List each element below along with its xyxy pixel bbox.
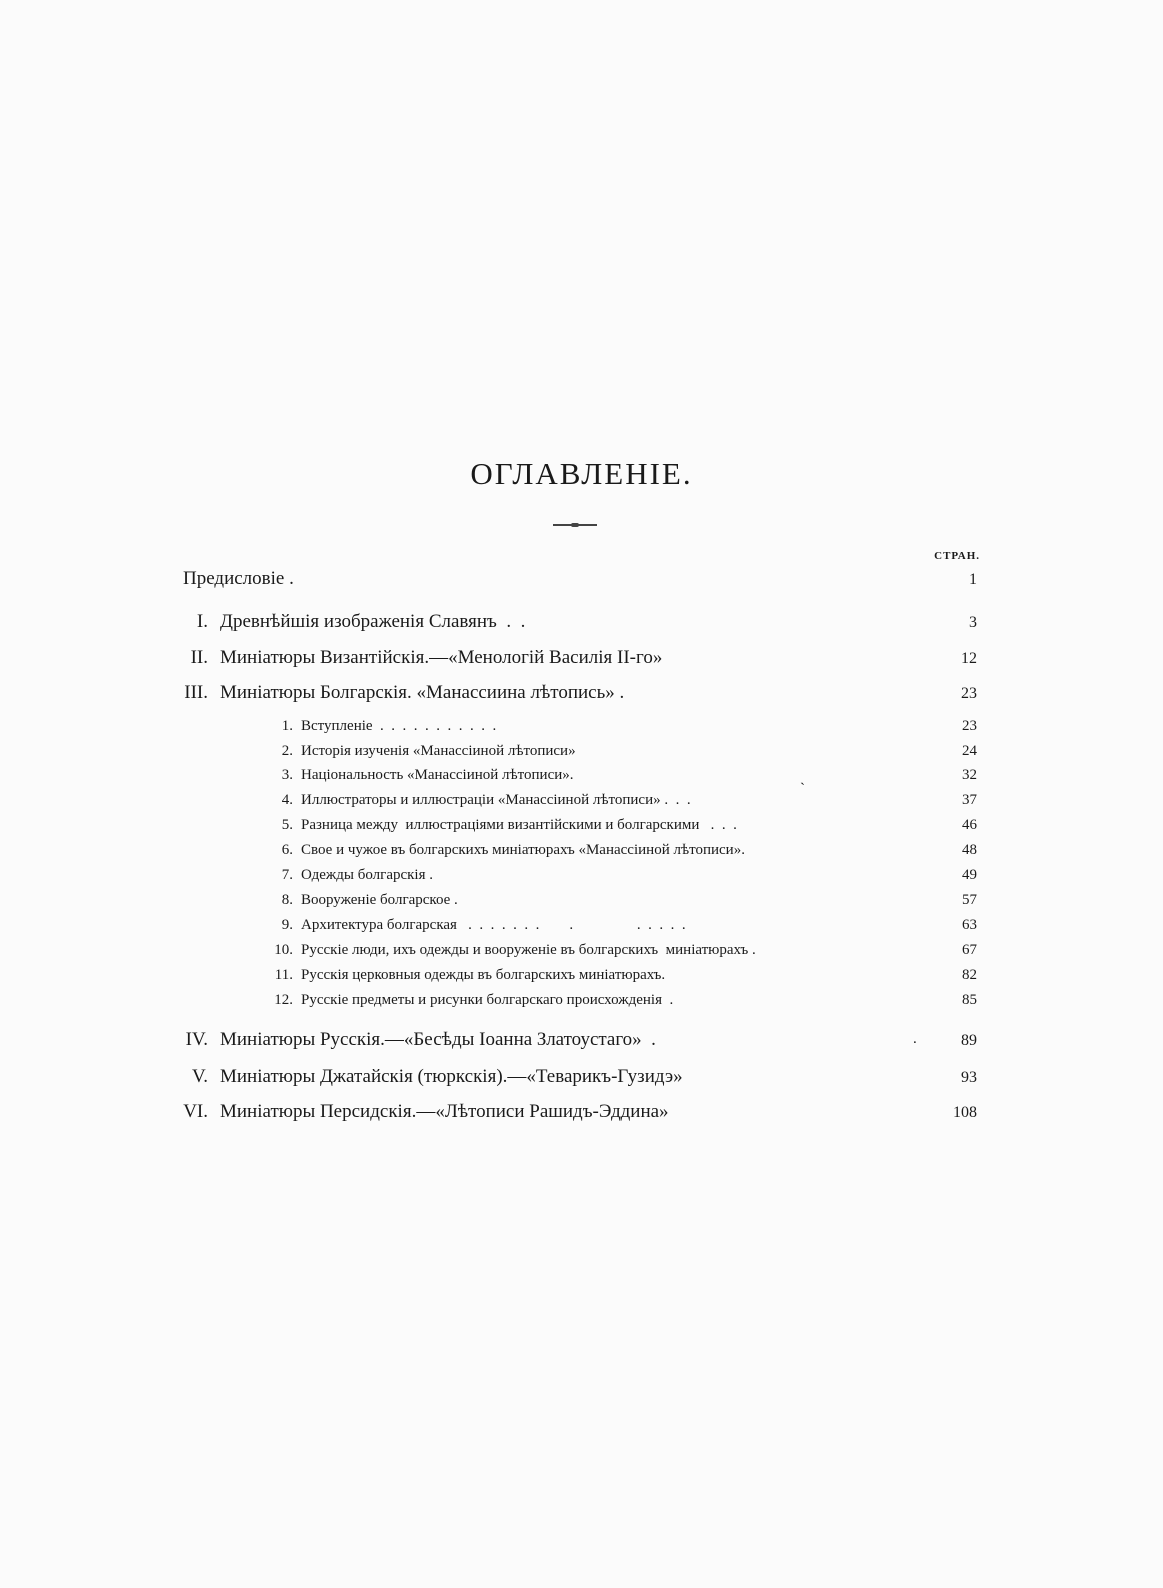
toc-subentry[interactable] <box>0 867 1163 891</box>
toc-entry-chapter-4[interactable] <box>0 1029 1163 1053</box>
toc-subentry-number: 7. <box>281 867 293 883</box>
toc-subentry-page: 23 <box>962 718 977 734</box>
toc-subentry-number: 1. <box>281 718 293 734</box>
toc-subentry-label: Національность «Манассіиной лѣтописи». <box>301 767 574 783</box>
toc-entry-number: VI. <box>183 1101 208 1122</box>
toc-subentry[interactable] <box>0 792 1163 816</box>
toc-subentry-number: 12. <box>274 992 293 1008</box>
toc-subentry-page: 82 <box>962 967 977 983</box>
toc-entry-chapter-3[interactable] <box>0 682 1163 706</box>
toc-subentry[interactable] <box>0 743 1163 767</box>
toc-subentry-number: 2. <box>281 743 293 759</box>
toc-subentry[interactable] <box>0 817 1163 841</box>
toc-entry-label: Миніатюры Персидскія.—«Лѣтописи Рашидъ-Эддина» <box>220 1101 669 1122</box>
toc-entry-chapter-5[interactable] <box>0 1066 1163 1090</box>
toc-entry-label: Предисловіе . <box>183 568 294 589</box>
toc-subentry-page: 37 <box>962 792 977 808</box>
toc-entry-preface[interactable] <box>0 568 1163 592</box>
toc-entry-page: 93 <box>961 1069 977 1086</box>
page-column-header: СТРАН. <box>934 550 980 562</box>
toc-subentry-page: 48 <box>962 842 977 858</box>
toc-subentry-page: 24 <box>962 743 977 759</box>
title-ornament-divider <box>553 524 597 526</box>
toc-subentry-label: Одежды болгарскія . <box>301 867 433 883</box>
toc-subentry-label: Русскіе предметы и рисунки болгарскаго происхожденія . <box>301 992 674 1008</box>
toc-subentry[interactable] <box>0 718 1163 742</box>
toc-entry-page: 12 <box>961 650 977 667</box>
toc-entry-page: 108 <box>953 1104 977 1121</box>
toc-subentry-number: 5. <box>281 817 293 833</box>
toc-entry-chapter-6[interactable] <box>0 1101 1163 1125</box>
toc-subentry-label: Иллюстраторы и иллюстраціи «Манассіиной лѣтописи» . . . <box>301 792 691 808</box>
toc-subentry-number: 9. <box>281 917 293 933</box>
toc-entry-page: 3 <box>969 614 977 631</box>
toc-subentry-page: 46 <box>962 817 977 833</box>
toc-entry-number: III. <box>184 682 208 703</box>
toc-subentry-label: Русскіе люди, ихъ одежды и вооруженіе въ болгарскихъ миніатюрахъ . <box>301 942 756 958</box>
toc-subentry-label: Архитектура болгарская . . . . . . . . . . . . . <box>301 917 686 933</box>
toc-subentry[interactable] <box>0 967 1163 991</box>
toc-subentry-number: 4. <box>281 792 293 808</box>
toc-subentry[interactable] <box>0 992 1163 1016</box>
toc-subentry-number: 6. <box>281 842 293 858</box>
toc-entry-number: V. <box>191 1066 208 1087</box>
toc-entry-label: Древнѣйшія изображенія Славянъ . . <box>220 611 526 632</box>
toc-subentry-number: 10. <box>274 942 293 958</box>
page-title: ОГЛАВЛЕНІЕ. <box>470 456 693 491</box>
toc-subentry[interactable] <box>0 767 1163 791</box>
toc-entry-number: IV. <box>185 1029 208 1050</box>
toc-subentry-label: Русскія церковныя одежды въ болгарскихъ миніатюрахъ. <box>301 967 666 983</box>
toc-subentry[interactable] <box>0 842 1163 866</box>
toc-subentry-page: 49 <box>962 867 977 883</box>
toc-subentry[interactable] <box>0 942 1163 966</box>
toc-subentry-label: Вступленіе . . . . . . . . . . . <box>301 718 497 734</box>
toc-subentry-page: 63 <box>962 917 977 933</box>
toc-subentry-label: Исторія изученія «Манассіиной лѣтописи» <box>301 743 576 759</box>
toc-subentry[interactable] <box>0 892 1163 916</box>
toc-subentry-label: Разница между иллюстраціями византійскими и болгарскими . . . <box>301 817 737 833</box>
toc-subentry-page: 85 <box>962 992 977 1008</box>
toc-subentry-number: 8. <box>281 892 293 908</box>
toc-subentry-number: 3. <box>281 767 293 783</box>
toc-entry-number: II. <box>190 647 208 668</box>
toc-subentry-number: 11. <box>274 967 293 983</box>
toc-entry-page: 89 <box>961 1032 977 1049</box>
toc-entry-number: I. <box>196 611 208 632</box>
toc-entry-label: Миніатюры Русскія.—«Бесѣды Іоанна Златоустаго» . <box>220 1029 656 1050</box>
toc-subentry-page: 32 <box>962 767 977 783</box>
toc-entry-chapter-2[interactable] <box>0 647 1163 671</box>
toc-entry-label: Миніатюры Джатайскія (тюркскія).—«Теварикъ-Гузидэ» <box>220 1066 683 1087</box>
toc-entry-page: 1 <box>969 571 977 588</box>
toc-subentry-label: Вооруженіе болгарское . <box>301 892 458 908</box>
toc-subentry-page: 67 <box>962 942 977 958</box>
stray-ink-mark: ˏ <box>800 770 805 786</box>
stray-ink-mark: . <box>913 1031 917 1047</box>
toc-entry-chapter-1[interactable] <box>0 611 1163 635</box>
toc-entry-label: Миніатюры Болгарскія. «Манассиина лѣтопись» . <box>220 682 625 703</box>
toc-subentry[interactable] <box>0 917 1163 941</box>
toc-subentry-page: 57 <box>962 892 977 908</box>
toc-subentry-label: Свое и чужое въ болгарскихъ миніатюрахъ «Манассіиной лѣтописи». <box>301 842 745 858</box>
toc-entry-page: 23 <box>961 685 977 702</box>
toc-entry-label: Миніатюры Византійскія.—«Менологій Василія II-го» <box>220 647 663 668</box>
